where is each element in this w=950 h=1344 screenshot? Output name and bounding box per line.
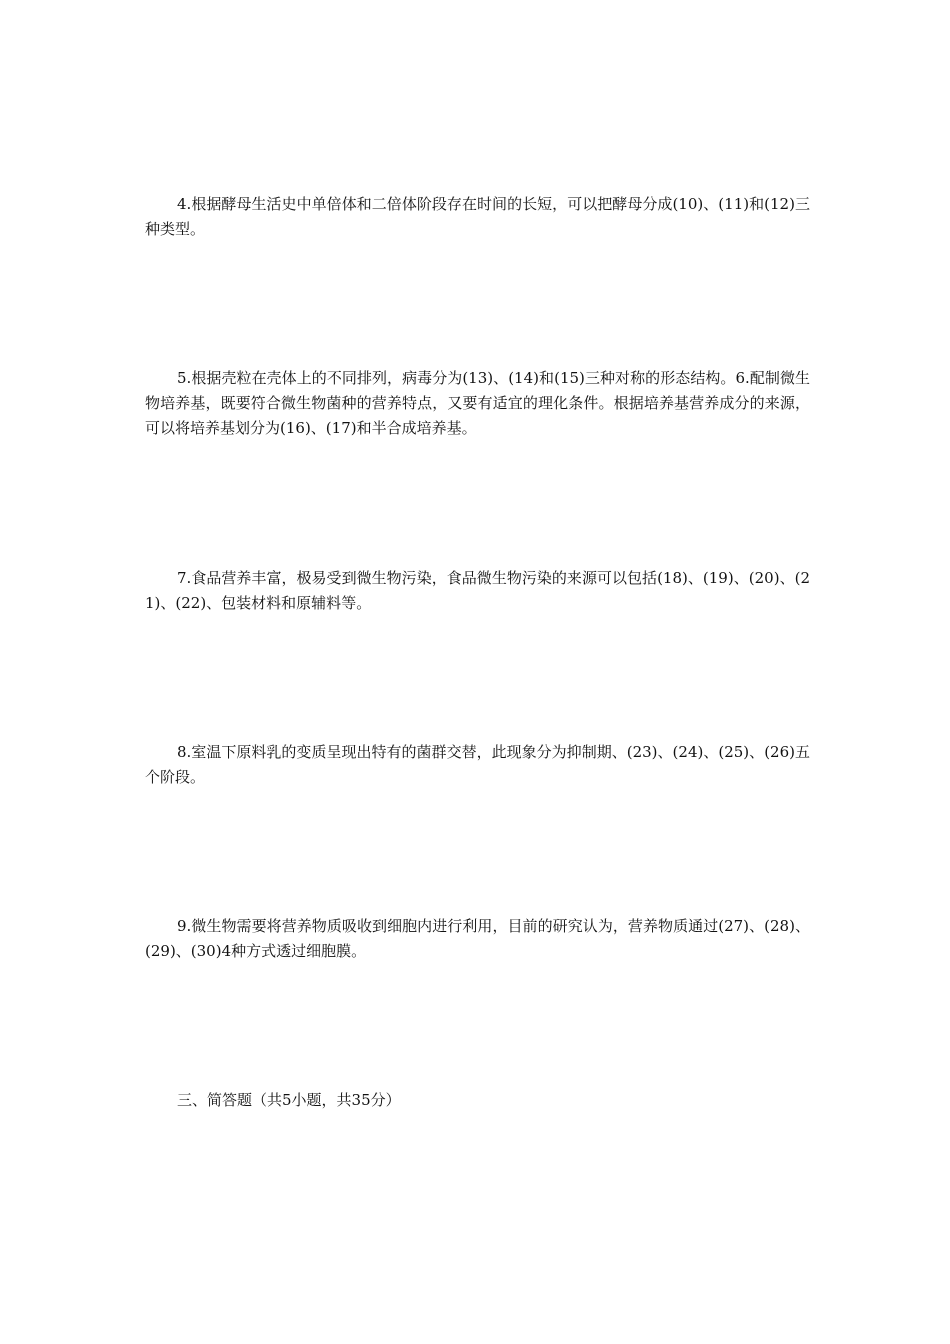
question-7-text: 7.食品营养丰富，极易受到微生物污染，食品微生物污染的来源可以包括(18)、(19)、(20)、(21)、(22)、包装材料和原辅料等。 xyxy=(145,569,810,612)
section-3-heading: 三、简答题（共5小题，共35分） xyxy=(177,1091,401,1109)
question-8-text: 8.室温下原料乳的变质呈现出特有的菌群交替，此现象分为抑制期、(23)、(24)、(25)、(26)五个阶段。 xyxy=(145,743,810,786)
question-4-text: 4.根据酵母生活史中单倍体和二倍体阶段存在时间的长短，可以把酵母分成(10)、(11)和(12)三种类型。 xyxy=(145,195,810,238)
question-5-6-text: 5.根据壳粒在壳体上的不同排列，病毒分为(13)、(14)和(15)三种对称的形态结构。6.配制微生物培养基，既要符合微生物菌种的营养特点，又要有适宜的理化条件。根据培养基营养成分的来源，可以将培养基划分为(16)、(17)和半合成培养基。 xyxy=(145,369,810,437)
question-9-text: 9.微生物需要将营养物质吸收到细胞内进行利用，目前的研究认为，营养物质通过(27)、(28)、(29)、(30)4种方式透过细胞膜。 xyxy=(145,917,810,960)
